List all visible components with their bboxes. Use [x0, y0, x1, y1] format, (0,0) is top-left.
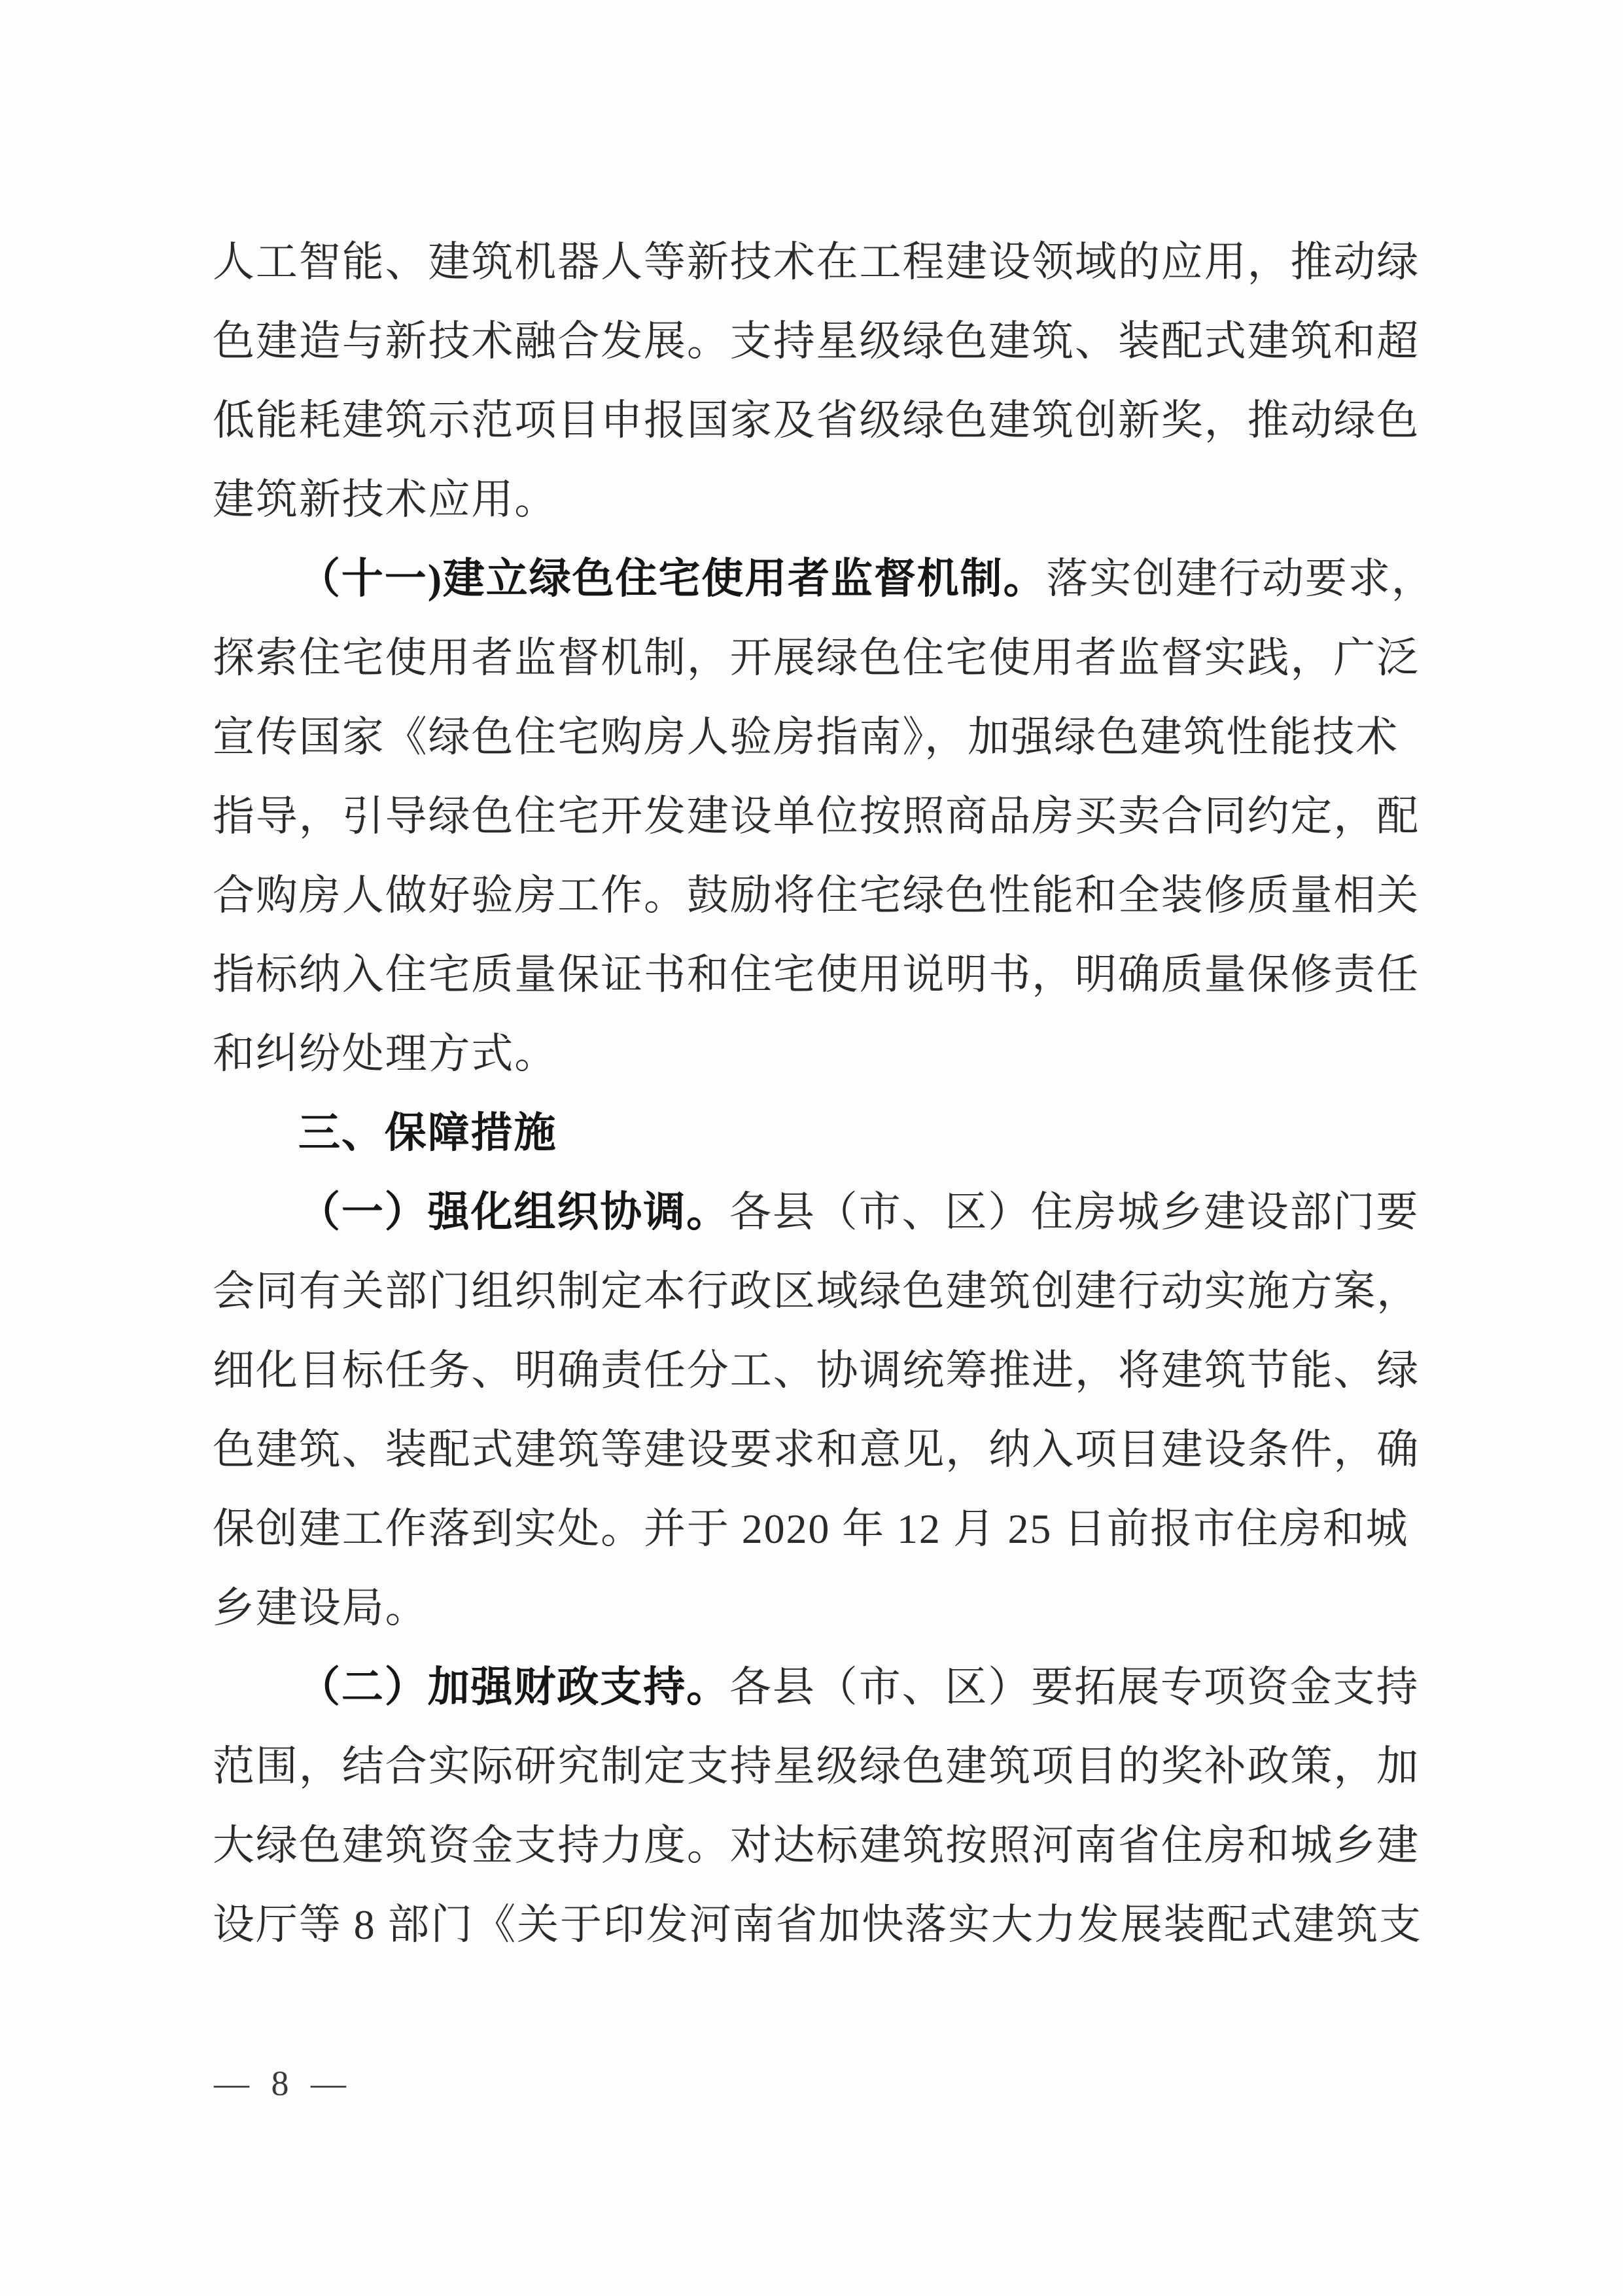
text-segment: 指导，引导绿色住宅开发建设单位按照商品房买卖合同约定，配: [213, 793, 1420, 839]
heading-segment: （二）加强财政支持。: [298, 1664, 729, 1710]
document-line: [213, 460, 1420, 539]
document-line: [213, 302, 1420, 381]
text-segment: 细化目标任务、明确责任分工、协调统筹推进，将建筑节能、绿: [213, 1347, 1420, 1394]
text-segment: 色建造与新技术融合发展。支持星级绿色建筑、装配式建筑和超: [213, 318, 1420, 364]
document-body: [213, 222, 1435, 1964]
document-line: [213, 777, 1420, 856]
text-segment: 设厅等 8 部门《关于印发河南省加快落实大力发展装配式建筑支: [213, 1901, 1422, 1948]
document-line: [213, 1806, 1420, 1885]
text-segment: 色建筑、装配式建筑等建设要求和意见，纳入项目建设条件，确: [213, 1426, 1420, 1473]
document-line: [213, 618, 1420, 698]
text-segment: 会同有关部门组织制定本行政区域绿色建筑创建行动实施方案，: [213, 1268, 1420, 1315]
text-segment: 和纠纷处理方式。: [213, 1031, 558, 1077]
text-segment: 乡建设局。: [213, 1585, 428, 1631]
text-segment: 低能耗建筑示范项目申报国家及省级绿色建筑创新奖，推动绿色: [213, 397, 1420, 444]
document-line: [213, 856, 1420, 935]
text-segment: 建筑新技术应用。: [213, 476, 558, 523]
document-line: [213, 1727, 1420, 1806]
document-line: [213, 1568, 1420, 1648]
document-line: [213, 1648, 1420, 1727]
document-line: [213, 935, 1420, 1014]
document-line: [213, 1885, 1420, 1964]
page-number: — 8 —: [214, 2064, 347, 2103]
text-segment: 大绿色建筑资金支持力度。对达标建筑按照河南省住房和城乡建: [213, 1822, 1420, 1869]
document-line: [213, 1173, 1420, 1252]
text-segment: 各县（市、区）住房城乡建设部门要: [729, 1189, 1420, 1235]
text-segment: 指标纳入住宅质量保证书和住宅使用说明书，明确质量保修责任: [213, 951, 1420, 998]
document-line: [213, 1489, 1420, 1568]
document-line: [213, 698, 1420, 777]
text-segment: 宣传国家《绿色住宅购房人验房指南》，加强绿色建筑性能技术: [213, 714, 1399, 760]
text-segment: 保创建工作落到实处。并于 2020 年 12 月 25 日前报市住房和城: [213, 1506, 1409, 1552]
document-line: [213, 1331, 1420, 1410]
document-line: [213, 1252, 1420, 1331]
document-line: [213, 1410, 1420, 1489]
text-segment: 范围，结合实际研究制定支持星级绿色建筑项目的奖补政策，加: [213, 1743, 1420, 1790]
heading-segment: 三、保障措施: [298, 1110, 557, 1156]
document-line: [213, 222, 1420, 302]
document-line: [213, 381, 1420, 460]
heading-segment: （十一)建立绿色住宅使用者监督机制。: [298, 556, 1047, 602]
text-segment: 各县（市、区）要拓展专项资金支持: [729, 1664, 1420, 1710]
heading-segment: （一）强化组织协调。: [298, 1189, 729, 1235]
document-line: [213, 1093, 1420, 1173]
text-segment: 落实创建行动要求，: [1046, 556, 1435, 602]
text-segment: 人工智能、建筑机器人等新技术在工程建设领域的应用，推动绿: [213, 239, 1420, 285]
document-line: [213, 539, 1435, 618]
text-segment: 合购房人做好验房工作。鼓励将住宅绿色性能和全装修质量相关: [213, 872, 1420, 919]
text-segment: 探索住宅使用者监督机制，开展绿色住宅使用者监督实践，广泛: [213, 635, 1420, 681]
document-line: [213, 1014, 1420, 1093]
